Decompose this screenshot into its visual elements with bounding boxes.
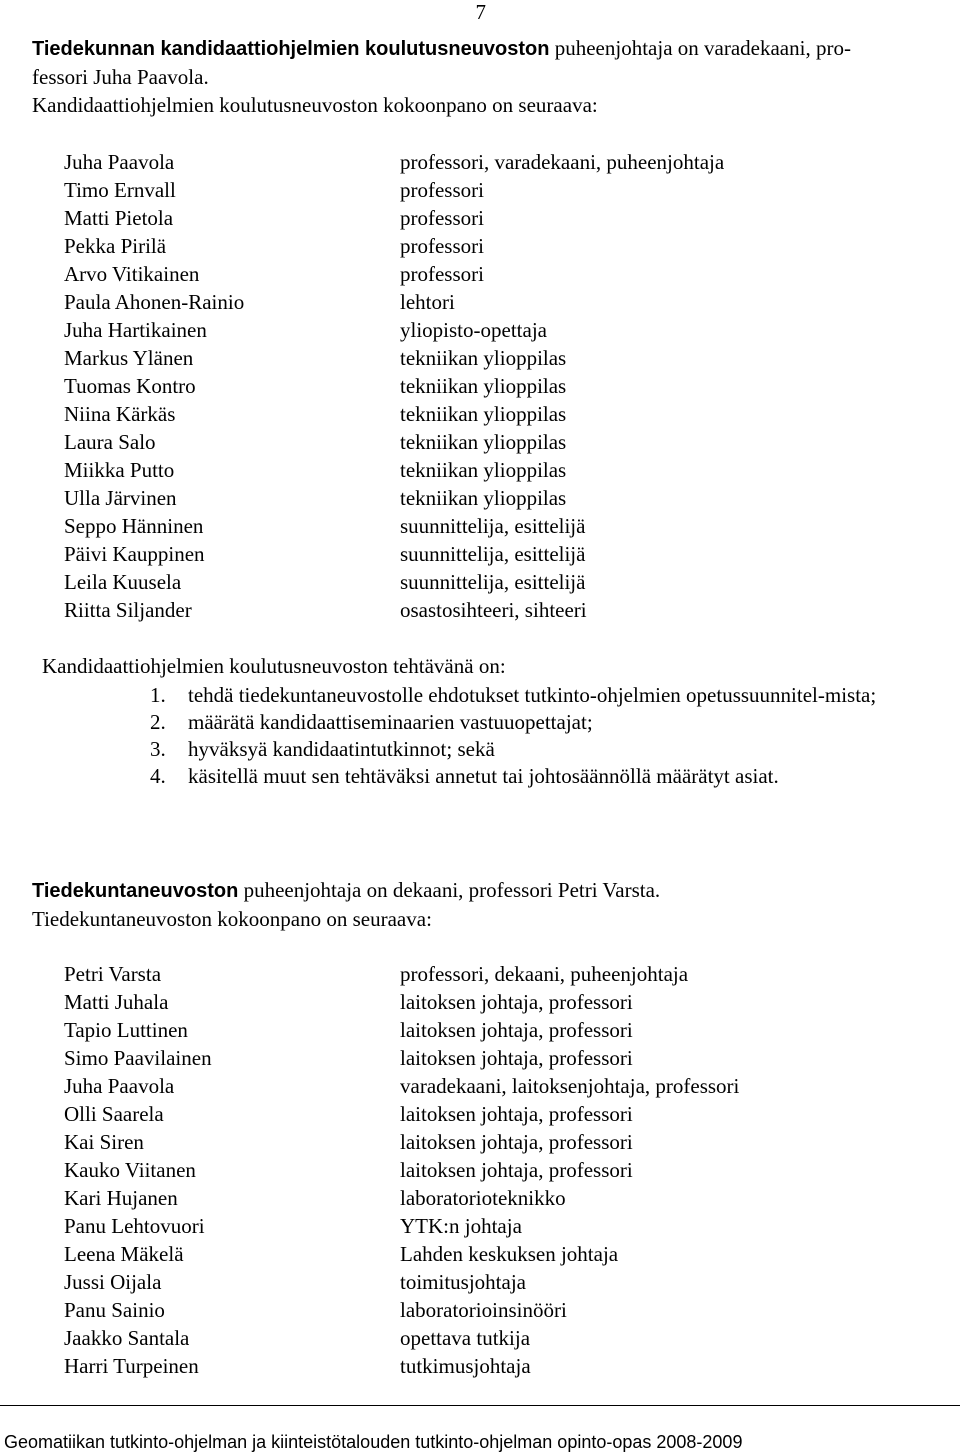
- member-role: tutkimusjohtaja: [400, 1354, 531, 1378]
- member-row: [64, 596, 924, 624]
- member-row: [64, 1072, 924, 1100]
- section1-intro: [32, 34, 937, 119]
- member-row: [64, 316, 924, 344]
- member-row: [64, 400, 924, 428]
- member-role: professori: [400, 262, 484, 286]
- member-name: Päivi Kauppinen: [64, 542, 205, 566]
- member-name: Ulla Järvinen: [64, 486, 177, 510]
- member-role: osastosihteeri, sihteeri: [400, 598, 587, 622]
- member-row: [64, 288, 924, 316]
- member-role: YTK:n johtaja: [400, 1214, 522, 1238]
- task-text: hyväksyä kandidaatintutkinnot; sekä: [188, 737, 495, 761]
- section1-line3: Kandidaattiohjelmien koulutusneuvoston kokoonpano on seuraava:: [32, 93, 598, 117]
- member-name: Pekka Pirilä: [64, 234, 167, 258]
- member-row: [64, 1268, 924, 1296]
- member-name: Juha Hartikainen: [64, 318, 207, 342]
- task-text: tehdä tiedekuntaneuvostolle ehdotukset tutkinto-ohjelmien opetussuunnitel-mista;: [188, 683, 877, 707]
- member-name: Matti Pietola: [64, 206, 174, 230]
- member-name: Arvo Vitikainen: [64, 262, 200, 286]
- member-name: Paula Ahonen-Rainio: [64, 290, 245, 314]
- section1-line1-rest: puheenjohtaja on varadekaani, pro-: [549, 36, 851, 60]
- member-role: professori: [400, 234, 484, 258]
- member-name: Simo Paavilainen: [64, 1046, 212, 1070]
- member-row: [64, 260, 924, 288]
- member-row: [64, 232, 924, 260]
- member-role: professori: [400, 206, 484, 230]
- task-number: 2.: [150, 710, 166, 734]
- task-number: 3.: [150, 737, 166, 761]
- member-role: tekniikan ylioppilas: [400, 402, 567, 426]
- member-role: laitoksen johtaja, professori: [400, 1130, 633, 1154]
- member-name: Tapio Luttinen: [64, 1018, 188, 1042]
- footer-text: Geomatiikan tutkinto-ohjelman ja kiinteistötalouden tutkinto-ohjelman opinto-opas 2008-2009: [4, 1432, 743, 1452]
- member-role: laboratorioteknikko: [400, 1186, 566, 1210]
- member-name: Petri Varsta: [64, 962, 162, 986]
- section1-line2: fessori Juha Paavola.: [32, 65, 209, 89]
- member-row: [64, 1044, 924, 1072]
- member-row: [64, 176, 924, 204]
- member-role: laboratorioinsinööri: [400, 1298, 567, 1322]
- member-name: Matti Juhala: [64, 990, 169, 1014]
- task-item: [150, 763, 925, 790]
- member-role: laitoksen johtaja, professori: [400, 1158, 633, 1182]
- member-row: [64, 1128, 924, 1156]
- member-row: [64, 1100, 924, 1128]
- section1-heading: Tiedekunnan kandidaattiohjelmien koulutusneuvoston: [32, 38, 550, 60]
- member-name: Niina Kärkäs: [64, 402, 176, 426]
- member-row: [64, 1352, 924, 1380]
- task-item: [150, 682, 925, 709]
- member-row: [64, 148, 924, 176]
- member-role: laitoksen johtaja, professori: [400, 1102, 633, 1126]
- member-role: professori, varadekaani, puheenjohtaja: [400, 150, 725, 174]
- member-role: tekniikan ylioppilas: [400, 458, 567, 482]
- member-role: toimitusjohtaja: [400, 1270, 526, 1294]
- member-role: professori, dekaani, puheenjohtaja: [400, 962, 689, 986]
- section1-member-list: [64, 148, 924, 624]
- member-role: suunnittelija, esittelijä: [400, 514, 586, 538]
- member-role: laitoksen johtaja, professori: [400, 990, 633, 1014]
- footer-divider: [0, 1405, 960, 1406]
- section2-intro: [32, 876, 937, 933]
- member-row: [64, 1156, 924, 1184]
- member-row: [64, 540, 924, 568]
- member-name: Jaakko Santala: [64, 1326, 190, 1350]
- tasks-title: Kandidaattiohjelmien koulutusneuvoston tehtävänä on:: [42, 654, 506, 678]
- member-name: Tuomas Kontro: [64, 374, 196, 398]
- member-row: [64, 512, 924, 540]
- member-row: [64, 1240, 924, 1268]
- member-row: [64, 456, 924, 484]
- section2-line2: Tiedekuntaneuvoston kokoonpano on seuraava:: [32, 907, 432, 931]
- member-name: Leena Mäkelä: [64, 1242, 184, 1266]
- member-name: Juha Paavola: [64, 150, 175, 174]
- member-role: suunnittelija, esittelijä: [400, 542, 586, 566]
- member-name: Panu Sainio: [64, 1298, 165, 1322]
- member-name: Harri Turpeinen: [64, 1354, 199, 1378]
- task-list: [150, 682, 925, 790]
- section2-line1: [32, 876, 937, 905]
- member-role: suunnittelija, esittelijä: [400, 570, 586, 594]
- member-role: opettava tutkija: [400, 1326, 531, 1350]
- member-name: Seppo Hänninen: [64, 514, 204, 538]
- member-row: [64, 1296, 924, 1324]
- member-role: tekniikan ylioppilas: [400, 374, 567, 398]
- member-name: Jussi Oijala: [64, 1270, 162, 1294]
- member-row: [64, 988, 924, 1016]
- member-row: [64, 372, 924, 400]
- member-role: tekniikan ylioppilas: [400, 346, 567, 370]
- section1-line1: [32, 34, 937, 63]
- member-row: [64, 568, 924, 596]
- member-role: yliopisto-opettaja: [400, 318, 547, 342]
- task-item: [150, 709, 925, 736]
- member-name: Laura Salo: [64, 430, 156, 454]
- member-role: laitoksen johtaja, professori: [400, 1046, 633, 1070]
- member-role: varadekaani, laitoksenjohtaja, professori: [400, 1074, 740, 1098]
- member-row: [64, 428, 924, 456]
- member-role: Lahden keskuksen johtaja: [400, 1242, 619, 1266]
- member-role: laitoksen johtaja, professori: [400, 1018, 633, 1042]
- section2-heading: Tiedekuntaneuvoston: [32, 880, 239, 902]
- task-number: 1.: [150, 683, 166, 707]
- member-role: tekniikan ylioppilas: [400, 430, 567, 454]
- task-item: [150, 736, 925, 763]
- member-row: [64, 484, 924, 512]
- task-number: 4.: [150, 764, 166, 788]
- member-name: Panu Lehtovuori: [64, 1214, 205, 1238]
- section2-member-list: [64, 960, 924, 1380]
- member-row: [64, 1212, 924, 1240]
- member-name: Riitta Siljander: [64, 598, 192, 622]
- member-name: Juha Paavola: [64, 1074, 175, 1098]
- member-row: [64, 1016, 924, 1044]
- page-number: 7: [475, 0, 486, 24]
- member-row: [64, 1184, 924, 1212]
- member-name: Miikka Putto: [64, 458, 175, 482]
- member-name: Markus Ylänen: [64, 346, 194, 370]
- section2-line1-rest: puheenjohtaja on dekaani, professori Petri Varsta.: [238, 878, 661, 902]
- member-name: Olli Saarela: [64, 1102, 164, 1126]
- member-row: [64, 1324, 924, 1352]
- task-text: käsitellä muut sen tehtäväksi annetut tai johtosäännöllä määrätyt asiat.: [188, 764, 779, 788]
- member-role: professori: [400, 178, 484, 202]
- member-row: [64, 960, 924, 988]
- member-role: lehtori: [400, 290, 455, 314]
- member-name: Kai Siren: [64, 1130, 144, 1154]
- member-name: Timo Ernvall: [64, 178, 176, 202]
- member-name: Leila Kuusela: [64, 570, 182, 594]
- task-text: määrätä kandidaattiseminaarien vastuuopettajat;: [188, 710, 593, 734]
- member-row: [64, 204, 924, 232]
- member-row: [64, 344, 924, 372]
- member-name: Kauko Viitanen: [64, 1158, 196, 1182]
- member-name: Kari Hujanen: [64, 1186, 178, 1210]
- member-role: tekniikan ylioppilas: [400, 486, 567, 510]
